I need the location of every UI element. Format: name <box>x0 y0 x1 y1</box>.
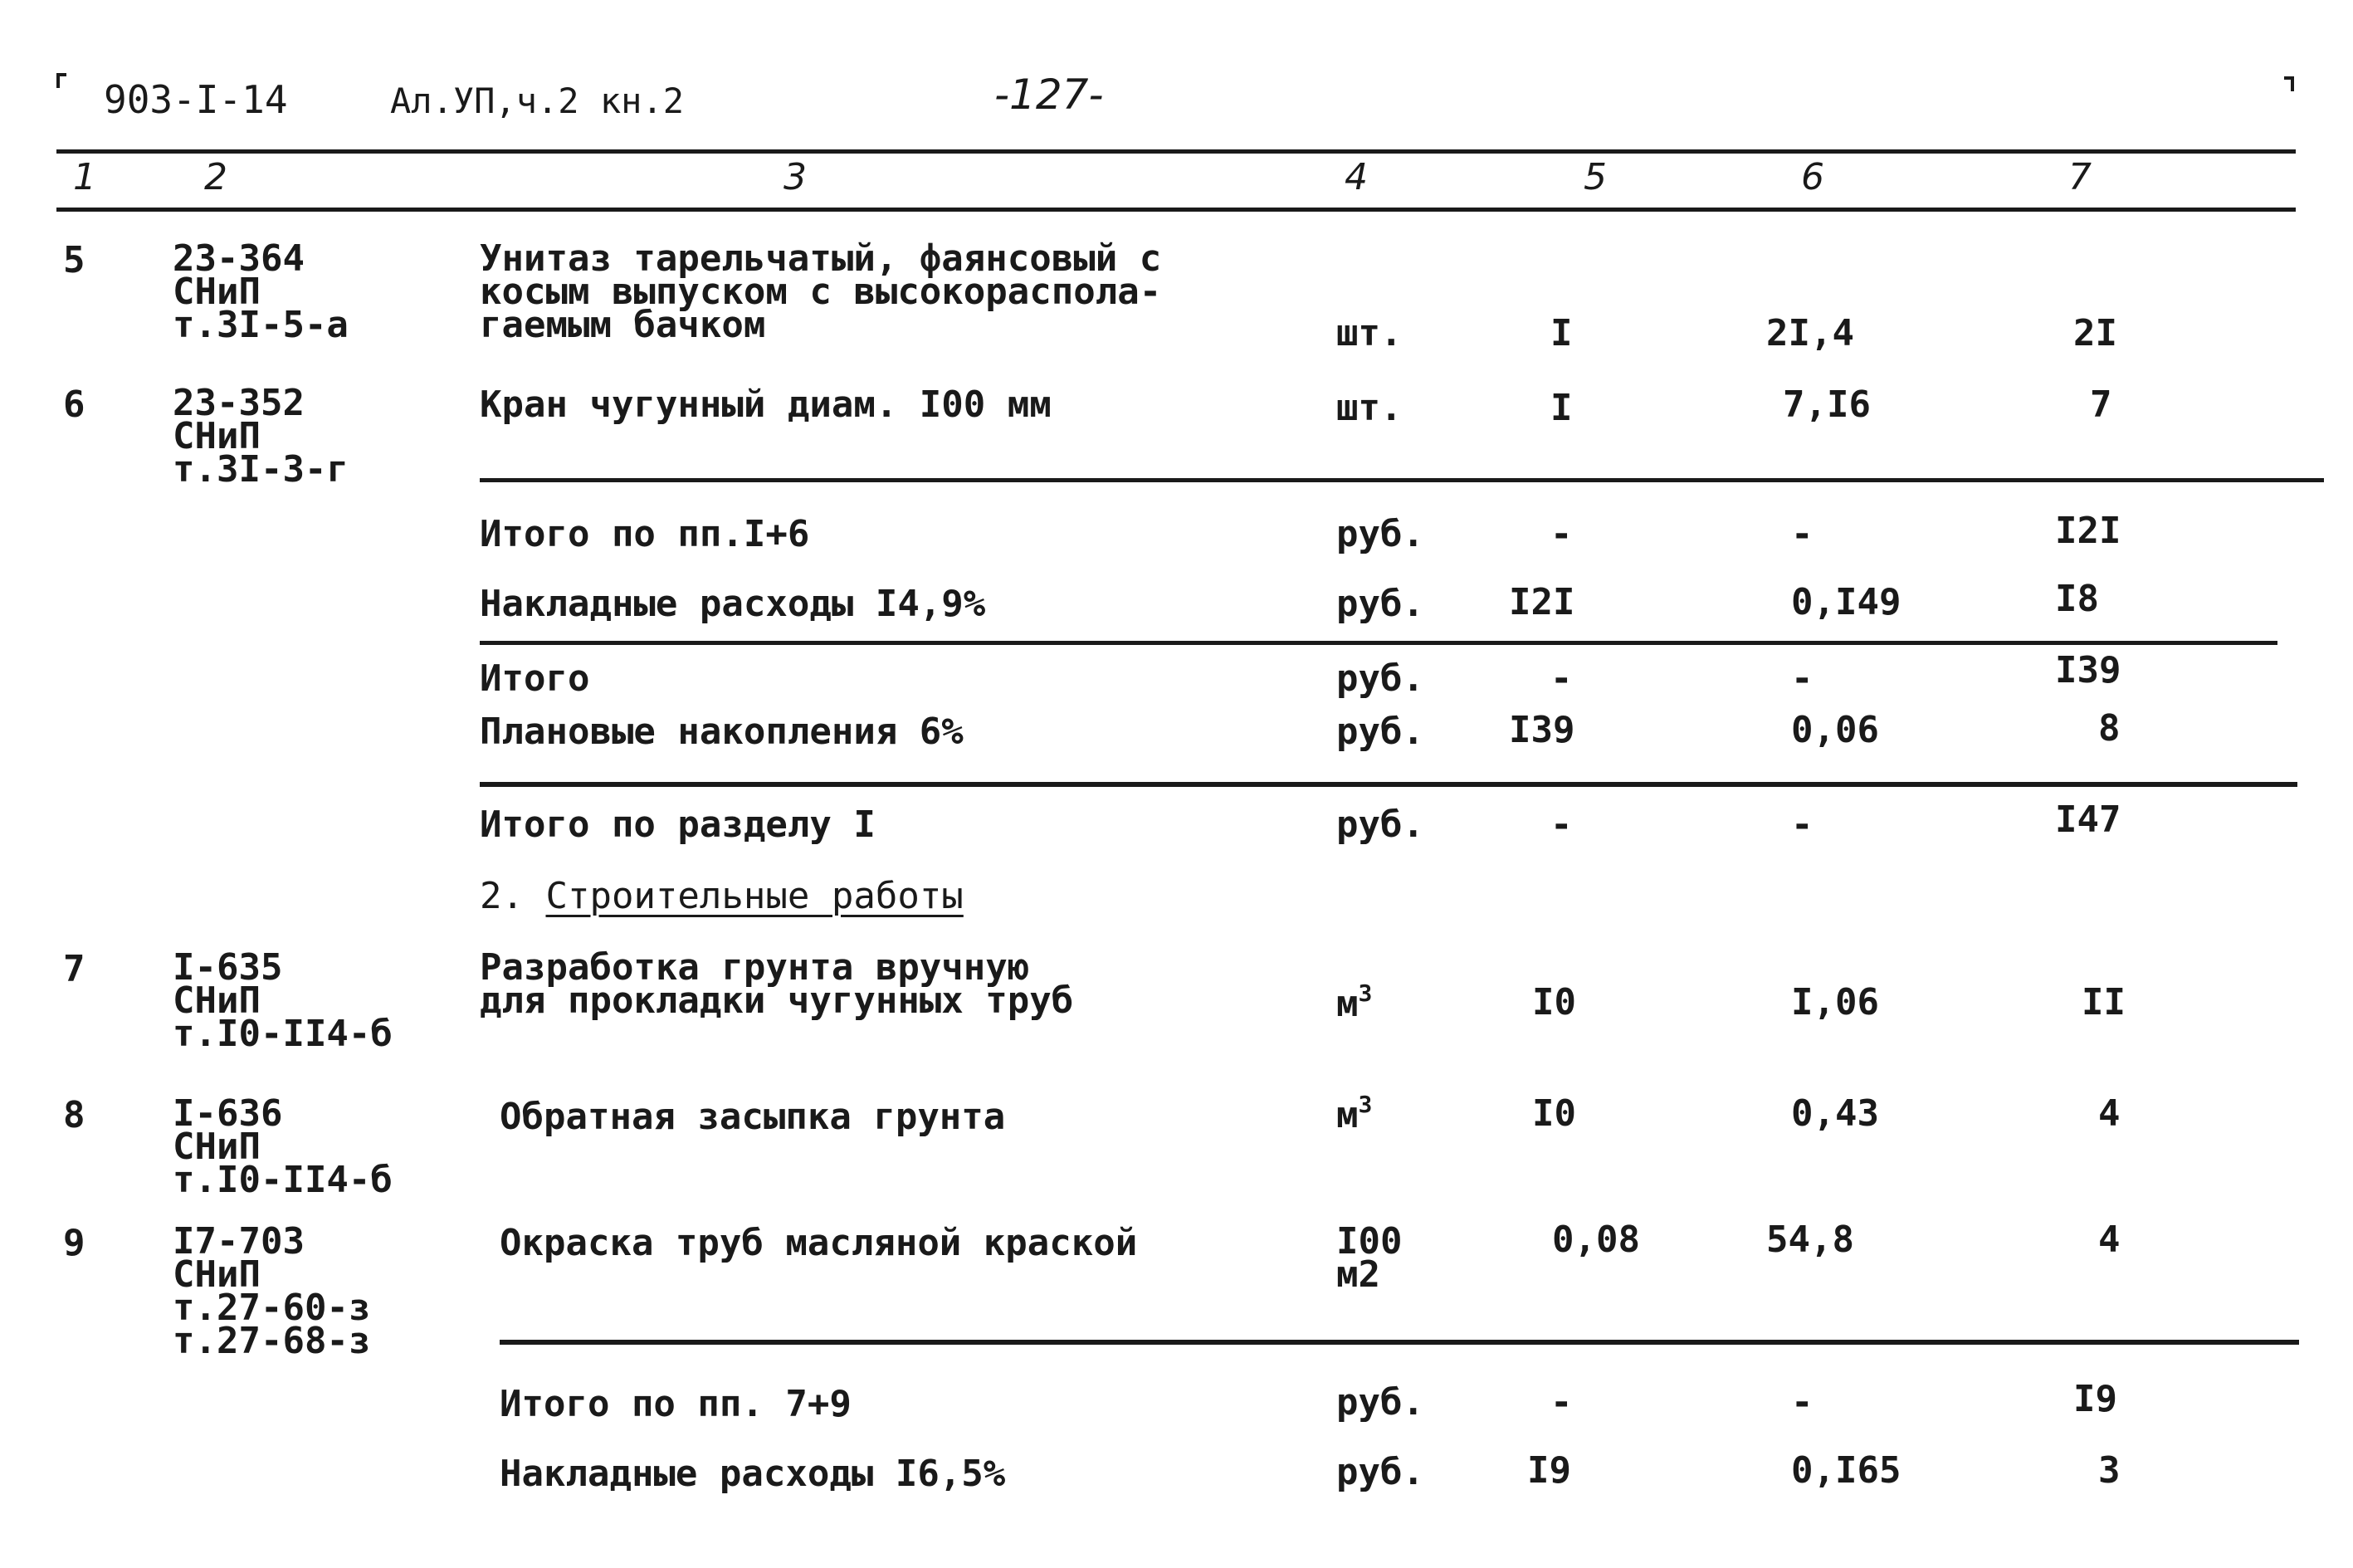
row-total: 2I <box>2073 312 2117 354</box>
row-unit: руб. <box>1336 804 1424 846</box>
row-total: I47 <box>2055 799 2121 841</box>
row-number: 5 <box>63 239 85 281</box>
row-description: Итого по разделу I <box>480 804 876 846</box>
column-number-1: 1 <box>73 156 96 198</box>
row-unit-price: - <box>1791 1381 1814 1424</box>
subtotal-rule <box>480 478 2324 482</box>
row-description: Разработка грунта вручную для прокладки чугунных труб <box>480 946 1074 1022</box>
row-total: 4 <box>2098 1092 2121 1135</box>
row-unit: руб. <box>1336 711 1424 753</box>
row-description: Кран чугунный диам. I00 мм <box>480 383 1052 426</box>
row-description: Плановые накопления 6% <box>480 711 964 753</box>
row-unit: $м^3$ <box>1336 979 1373 1025</box>
row-total: 3 <box>2098 1449 2121 1492</box>
row-unit-price: 0,I49 <box>1791 581 1901 623</box>
corner-mark-left <box>56 73 66 88</box>
row-description: Обратная засыпка грунта <box>500 1096 1006 1138</box>
page-number: -127- <box>994 71 1104 119</box>
row-unit-price: - <box>1791 513 1814 555</box>
row-code: 23-364 СНиП т.3I-5-а <box>173 237 349 346</box>
row-code: I7-703 СНиП т.27-60-з т.27-68-з <box>173 1220 371 1362</box>
row-unit: руб. <box>1336 1451 1424 1493</box>
row-total: I9 <box>2073 1378 2117 1420</box>
row-total: I8 <box>2055 578 2099 620</box>
row-quantity: I <box>1550 312 1573 354</box>
column-number-6: 6 <box>1801 156 1824 198</box>
subtotal-rule <box>500 1340 2299 1345</box>
row-quantity: 0,08 <box>1552 1219 1640 1261</box>
subtotal-rule <box>480 641 2277 645</box>
row-quantity: - <box>1550 657 1573 700</box>
row-unit-price: 7,I6 <box>1783 383 1871 426</box>
row-unit: $м^3$ <box>1336 1091 1373 1136</box>
row-number: 6 <box>63 383 85 426</box>
row-quantity: I39 <box>1509 709 1575 751</box>
row-unit: руб. <box>1336 583 1424 625</box>
row-unit-price: 0,43 <box>1791 1092 1879 1135</box>
row-unit: руб. <box>1336 657 1424 700</box>
row-total: 4 <box>2098 1219 2121 1261</box>
row-description: Накладные расходы I4,9% <box>480 583 986 625</box>
row-description: Итого по пп. 7+9 <box>500 1383 852 1425</box>
row-quantity: I9 <box>1527 1449 1571 1492</box>
row-number: 9 <box>63 1222 85 1264</box>
row-code: I-636 СНиП т.I0-II4-б <box>173 1092 393 1201</box>
row-unit: руб. <box>1336 513 1424 555</box>
column-number-7: 7 <box>2068 156 2092 198</box>
row-quantity: I <box>1550 387 1573 429</box>
section-number: 2. <box>480 875 524 917</box>
row-unit-price: - <box>1791 657 1814 700</box>
row-quantity: - <box>1550 804 1573 846</box>
row-unit-price: 54,8 <box>1766 1219 1854 1261</box>
row-quantity: I2I <box>1509 581 1575 623</box>
row-total: 7 <box>2090 383 2112 426</box>
column-number-5: 5 <box>1584 156 1607 198</box>
album-ref: Ал.УП,ч.2 кн.2 <box>390 81 685 121</box>
row-unit-price: 0,06 <box>1791 709 1879 751</box>
row-unit: шт. <box>1336 387 1403 429</box>
row-total: I2I <box>2055 510 2121 552</box>
row-description: Окраска труб масляной краской <box>500 1222 1138 1264</box>
row-description: Итого по пп.I+6 <box>480 513 810 555</box>
table-top-rule <box>56 149 2296 154</box>
row-quantity: I0 <box>1532 981 1576 1023</box>
row-unit: I00 м2 <box>1336 1220 1403 1296</box>
row-number: 8 <box>63 1094 85 1136</box>
row-unit-price: I,06 <box>1791 981 1879 1023</box>
section-title: Строительные работы <box>545 875 964 917</box>
row-unit-price: 0,I65 <box>1791 1449 1901 1492</box>
table-header-rule <box>56 208 2296 212</box>
row-total: II <box>2082 981 2126 1023</box>
row-description: Унитаз тарельчатый, фаянсовый с косым выпуском с высокораспола- гаемым бачком <box>480 237 1162 346</box>
subtotal-rule <box>480 782 2297 787</box>
row-unit-price: - <box>1791 804 1814 846</box>
row-number: 7 <box>63 948 85 990</box>
row-description: Итого <box>480 657 590 700</box>
row-quantity: - <box>1550 513 1573 555</box>
row-quantity: - <box>1550 1381 1573 1424</box>
row-unit: шт. <box>1336 312 1403 354</box>
row-quantity: I0 <box>1532 1092 1576 1135</box>
column-number-2: 2 <box>204 156 227 198</box>
row-code: I-635 СНиП т.I0-II4-б <box>173 946 393 1055</box>
column-number-4: 4 <box>1345 156 1368 198</box>
section-heading <box>480 875 964 917</box>
row-unit-price: 2I,4 <box>1766 312 1854 354</box>
doc-number: 903-I-14 <box>104 77 288 122</box>
row-description: Накладные расходы I6,5% <box>500 1453 1006 1495</box>
row-total: I39 <box>2055 649 2121 691</box>
column-number-3: 3 <box>784 156 807 198</box>
row-code: 23-352 СНиП т.3I-3-г <box>173 382 349 491</box>
row-unit: руб. <box>1336 1381 1424 1424</box>
corner-mark-right <box>2284 76 2294 91</box>
row-total: 8 <box>2098 707 2121 750</box>
